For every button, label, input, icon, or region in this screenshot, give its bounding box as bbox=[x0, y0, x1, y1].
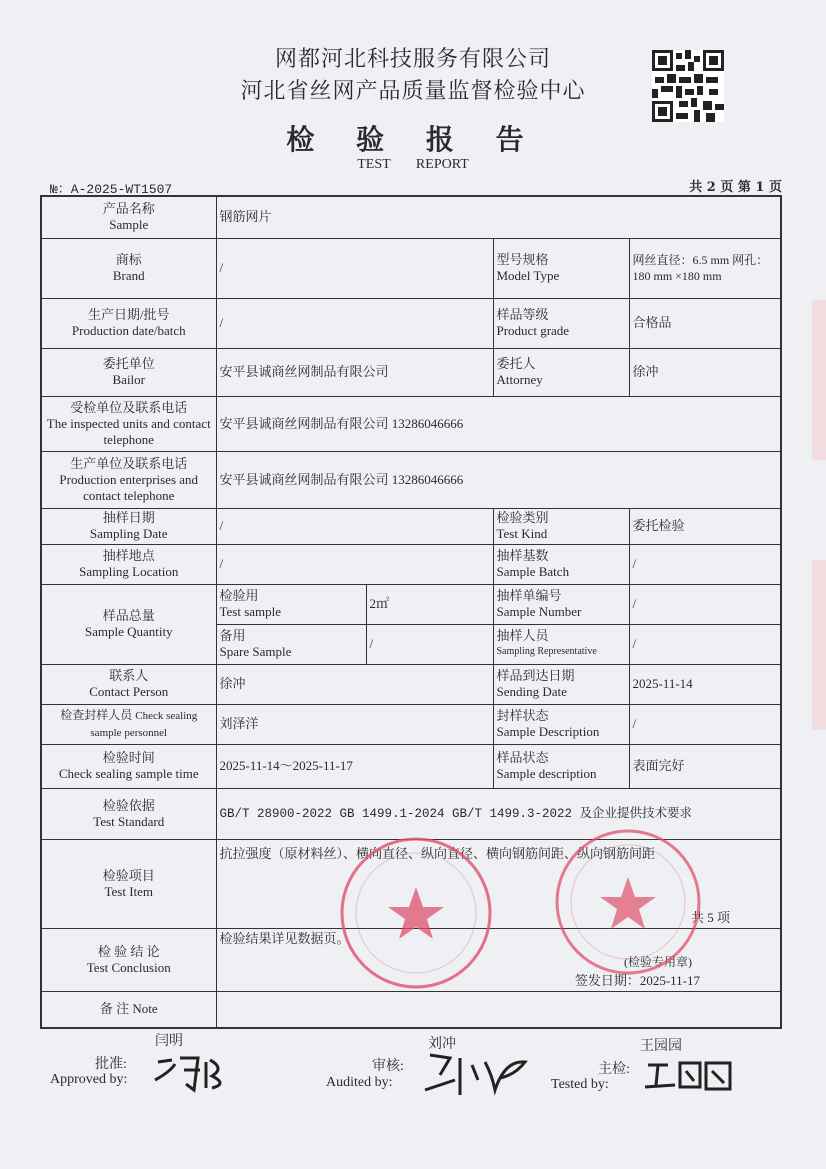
label-sampling-date: 抽样日期 Sampling Date bbox=[41, 508, 216, 544]
value-sample-state: 表面完好 bbox=[629, 744, 781, 788]
value-production: / bbox=[216, 298, 493, 348]
org-name-1: 网都河北科技服务有限公司 bbox=[274, 47, 551, 72]
label-attorney: 委托人 Attorney bbox=[493, 348, 629, 396]
auditor-name: 刘冲 bbox=[428, 1037, 456, 1052]
row-quantity-test bbox=[41, 584, 781, 624]
report-table bbox=[40, 195, 782, 1029]
value-inspected: 安平县诚商丝网制品有限公司 13286046666 bbox=[216, 396, 781, 451]
row-standard bbox=[41, 788, 781, 839]
paper-edge-stamp-mark bbox=[812, 300, 826, 460]
value-test-sample: 2㎡ bbox=[366, 584, 493, 624]
tested-label-cn: 主检: bbox=[598, 1062, 630, 1077]
row-sampling-date bbox=[41, 508, 781, 544]
value-sampling-rep: / bbox=[629, 624, 781, 664]
label-inspected: 受检单位及联系电话 The inspected units and contact telephone bbox=[41, 396, 216, 451]
row-bailor bbox=[41, 348, 781, 396]
item-count: 共 5 项 bbox=[691, 909, 731, 925]
label-model-type: 型号规格 Model Type bbox=[493, 238, 629, 298]
label-grade: 样品等级 Product grade bbox=[493, 298, 629, 348]
label-sample-batch: 抽样基数 Sample Batch bbox=[493, 544, 629, 584]
value-sample-batch: / bbox=[629, 544, 781, 584]
value-seal-state: / bbox=[629, 704, 781, 744]
label-producer: 生产单位及联系电话 Production enterprises and contact telephone bbox=[41, 451, 216, 508]
value-standard: GB/T 28900-2022 GB 1499.1-2024 GB/T 1499.3-2022 及企业提供技术要求 bbox=[216, 788, 781, 839]
value-items: 抗拉强度（原材料丝）、横向直径、纵向直径、横向钢筋间距、纵向钢筋间距 共 5 项 bbox=[216, 839, 781, 928]
label-test-sample: 检验用 Test sample bbox=[216, 584, 366, 624]
approved-label-en: Approved by: bbox=[50, 1072, 128, 1087]
label-quantity: 样品总量 Sample Quantity bbox=[41, 584, 216, 664]
label-sending-date: 样品到达日期 Sending Date bbox=[493, 664, 629, 704]
row-sampling-location bbox=[41, 544, 781, 584]
paper-edge-stamp-mark bbox=[812, 560, 826, 730]
row-inspected bbox=[41, 396, 781, 451]
value-attorney: 徐冲 bbox=[629, 348, 781, 396]
label-seal-state: 封样状态 Sample Description bbox=[493, 704, 629, 744]
value-model-type: 网丝直径：6.5 mm 网孔：180 mm ×180 mm bbox=[629, 238, 781, 298]
label-production: 生产日期/批号 Production date/batch bbox=[41, 298, 216, 348]
value-sampling-location: / bbox=[216, 544, 493, 584]
value-bailor: 安平县诚商丝网制品有限公司 bbox=[216, 348, 493, 396]
org-name-2: 河北省丝网产品质量监督检验中心 bbox=[240, 79, 586, 104]
label-standard: 检验依据 Test Standard bbox=[41, 788, 216, 839]
value-conclusion: 检验结果详见数据页。 (检验专用章) 签发日期：2025-11-17 bbox=[216, 928, 781, 991]
label-sample-state: 样品状态 Sample description bbox=[493, 744, 629, 788]
label-items: 检验项目 Test Item bbox=[41, 839, 216, 928]
value-note bbox=[216, 991, 781, 1028]
value-sample: 钢筋网片 bbox=[216, 196, 781, 238]
value-time: 2025-11-14～2025-11-17 bbox=[216, 744, 493, 788]
page-info: 共 2 页 第 1 页 bbox=[689, 180, 782, 195]
row-time bbox=[41, 744, 781, 788]
label-conclusion: 检 验 结 论 Test Conclusion bbox=[41, 928, 216, 991]
label-sampling-rep: 抽样人员 Sampling Representative bbox=[493, 624, 629, 664]
label-brand: 商标 Brand bbox=[41, 238, 216, 298]
label-sealing: 检查封样人员 Check sealing sample personnel bbox=[41, 704, 216, 744]
value-sample-number: / bbox=[629, 584, 781, 624]
row-sample bbox=[41, 196, 781, 238]
report-number: №：A-2025-WT1507 bbox=[50, 182, 173, 197]
label-contact: 联系人 Contact Person bbox=[41, 664, 216, 704]
row-producer bbox=[41, 451, 781, 508]
audited-label-cn: 审核: bbox=[372, 1059, 404, 1074]
value-contact: 徐冲 bbox=[216, 664, 493, 704]
row-note bbox=[41, 991, 781, 1028]
label-sampling-location: 抽样地点 Sampling Location bbox=[41, 544, 216, 584]
approver-name: 闫明 bbox=[155, 1034, 183, 1049]
tester-name: 王园园 bbox=[640, 1039, 682, 1054]
row-conclusion bbox=[41, 928, 781, 991]
value-test-kind: 委托检验 bbox=[629, 508, 781, 544]
approved-label-cn: 批准: bbox=[95, 1057, 127, 1072]
tested-label-en: Tested by: bbox=[551, 1077, 609, 1092]
value-producer: 安平县诚商丝网制品有限公司 13286046666 bbox=[216, 451, 781, 508]
row-contact bbox=[41, 664, 781, 704]
label-note: 备 注 Note bbox=[41, 991, 216, 1028]
label-sample: 产品名称 Sample bbox=[41, 196, 216, 238]
tester-signature bbox=[640, 1055, 740, 1095]
value-sampling-date: / bbox=[216, 508, 493, 544]
report-title: 检 验 报 告 bbox=[286, 123, 540, 156]
row-sealing bbox=[41, 704, 781, 744]
row-brand bbox=[41, 238, 781, 298]
approver-signature bbox=[150, 1050, 230, 1095]
value-brand: / bbox=[216, 238, 493, 298]
value-sealing: 刘泽洋 bbox=[216, 704, 493, 744]
label-time: 检验时间 Check sealing sample time bbox=[41, 744, 216, 788]
qr-code-icon bbox=[652, 50, 724, 122]
row-items bbox=[41, 839, 781, 928]
seal-note: (检验专用章) bbox=[624, 954, 693, 969]
issue-date: 签发日期：2025-11-17 bbox=[574, 972, 701, 988]
label-bailor: 委托单位 Bailor bbox=[41, 348, 216, 396]
value-spare-sample: / bbox=[366, 624, 493, 664]
value-grade: 合格品 bbox=[629, 298, 781, 348]
label-test-kind: 检验类别 Test Kind bbox=[493, 508, 629, 544]
row-production bbox=[41, 298, 781, 348]
auditor-signature bbox=[420, 1050, 535, 1100]
label-spare-sample: 备用 Spare Sample bbox=[216, 624, 366, 664]
report-subtitle: TEST REPORT bbox=[357, 157, 469, 172]
value-sending-date: 2025-11-14 bbox=[629, 664, 781, 704]
audited-label-en: Audited by: bbox=[326, 1075, 393, 1090]
label-sample-number: 抽样单编号 Sample Number bbox=[493, 584, 629, 624]
